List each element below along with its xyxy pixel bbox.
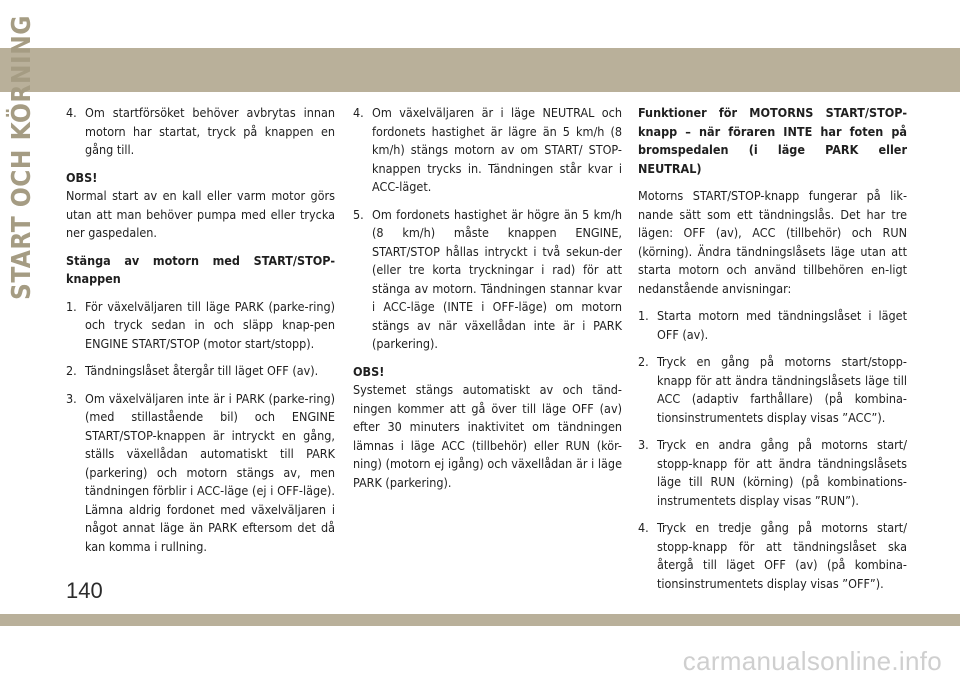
list-item: 5. Om fordonets hastighet är högre än 5 km/h (8 km/h) måste knappen ENGINE, START/STOP hållas intryckt i två sekun-der (eller tre korta tryckningar i rad) för att stänga av motorn. Tändningen stannar kvar i ACC-läge (INTE i OFF-läge) om motorn stängs av när växellådan inte är i PARK (parkering). <box>353 206 622 351</box>
section-side-label: START OCH KÖRNING <box>7 15 37 300</box>
list-item: 3. Tryck en andra gång på motorns start/ stopp-knapp för att ändra tändningslåsets läge till RUN (körning) (på kombinations-instrumentets display visas ”RUN”). <box>638 437 907 508</box>
column-1 <box>66 104 335 565</box>
list-item: 1. Starta motorn med tändningslåset i läget OFF (av). <box>638 308 907 342</box>
column-2 <box>353 104 622 501</box>
section-heading: Funktioner för MOTORNS START/STOP-knapp – när föraren INTE har foten på bromspedalen (i läge PARK eller NEUTRAL) <box>638 105 907 176</box>
watermark: carmanualsonline.info <box>682 646 942 676</box>
section-heading: Stänga av motorn med START/STOP-knappen <box>66 252 335 286</box>
list-item: 3. Om växelväljaren inte är i PARK (parke-ring) (med stillastående bil) och ENGINE START/STOP-knappen är intryckt en gång, ställs växellådan automatiskt till PARK (parkering) och motorn stängs av, men tändningen förblir i ACC-läge (ej i OFF-läge). Lämna aldrig fordonet med växelväljaren i något annat läge än PARK eftersom det då kan komma i rullning. <box>66 390 335 554</box>
obs-text: Systemet stängs automatiskt av och tänd-ningen kommer att gå över till läge OFF (av) efter 30 minuters inaktivitet om tändningen lämnas i läge ACC (tillbehör) eller RUN (kör-ning) (motorn ej igång) och växellådan är i läge PARK (parkering). <box>353 382 622 490</box>
obs-text: Normal start av en kall eller varm motor görs utan att man behöver pumpa med eller trycka ner gaspedalen. <box>66 188 335 240</box>
list-item: 4. Om växelväljaren är i läge NEUTRAL och fordonets hastighet är lägre än 5 km/h (8 km/h) stängs motorn av om START/ STOP-knappen trycks in. Tändningen står kvar i ACC-läget. <box>353 105 622 194</box>
column-3 <box>638 104 907 602</box>
list-item: 2. Tryck en gång på motorns start/stopp-knapp för att ändra tändningslåsets läge till ACC (adaptiv farthållare) (på kombina-tionsinstrumentets display visas ”ACC”). <box>638 354 907 425</box>
intro-text: Motorns START/STOP-knapp fungerar på lik-nande sätt som ett tändningslås. Det har tre lägen: OFF (av), ACC (tillbehör) och RUN (körning). Ändra tändningslåsets läge utan att starta motorn och använd tillbehören en-ligt nedanstående anvisningar: <box>638 188 907 296</box>
obs-title: OBS! <box>353 363 385 379</box>
header-band <box>0 48 960 92</box>
footer-band <box>0 614 960 626</box>
list-item: 1. För växelväljaren till läge PARK (parke-ring) och tryck sedan in och släpp knap-pen ENGINE START/STOP (motor start/stopp). <box>66 298 335 351</box>
list-item: 4. Om startförsöket behöver avbrytas innan motorn har startat, tryck på knappen en gång till. <box>66 105 335 157</box>
page-number: 140 <box>66 578 103 603</box>
list-item: 2. Tändningslåset återgår till läget OFF (av). <box>66 363 319 378</box>
obs-title: OBS! <box>66 169 98 185</box>
list-item: 4. Tryck en tredje gång på motorns start/ stopp-knapp för att tändningslåset ska återgå till läget OFF (av) (på kombina-tionsinstrumentets display visas ”OFF”). <box>638 520 907 591</box>
